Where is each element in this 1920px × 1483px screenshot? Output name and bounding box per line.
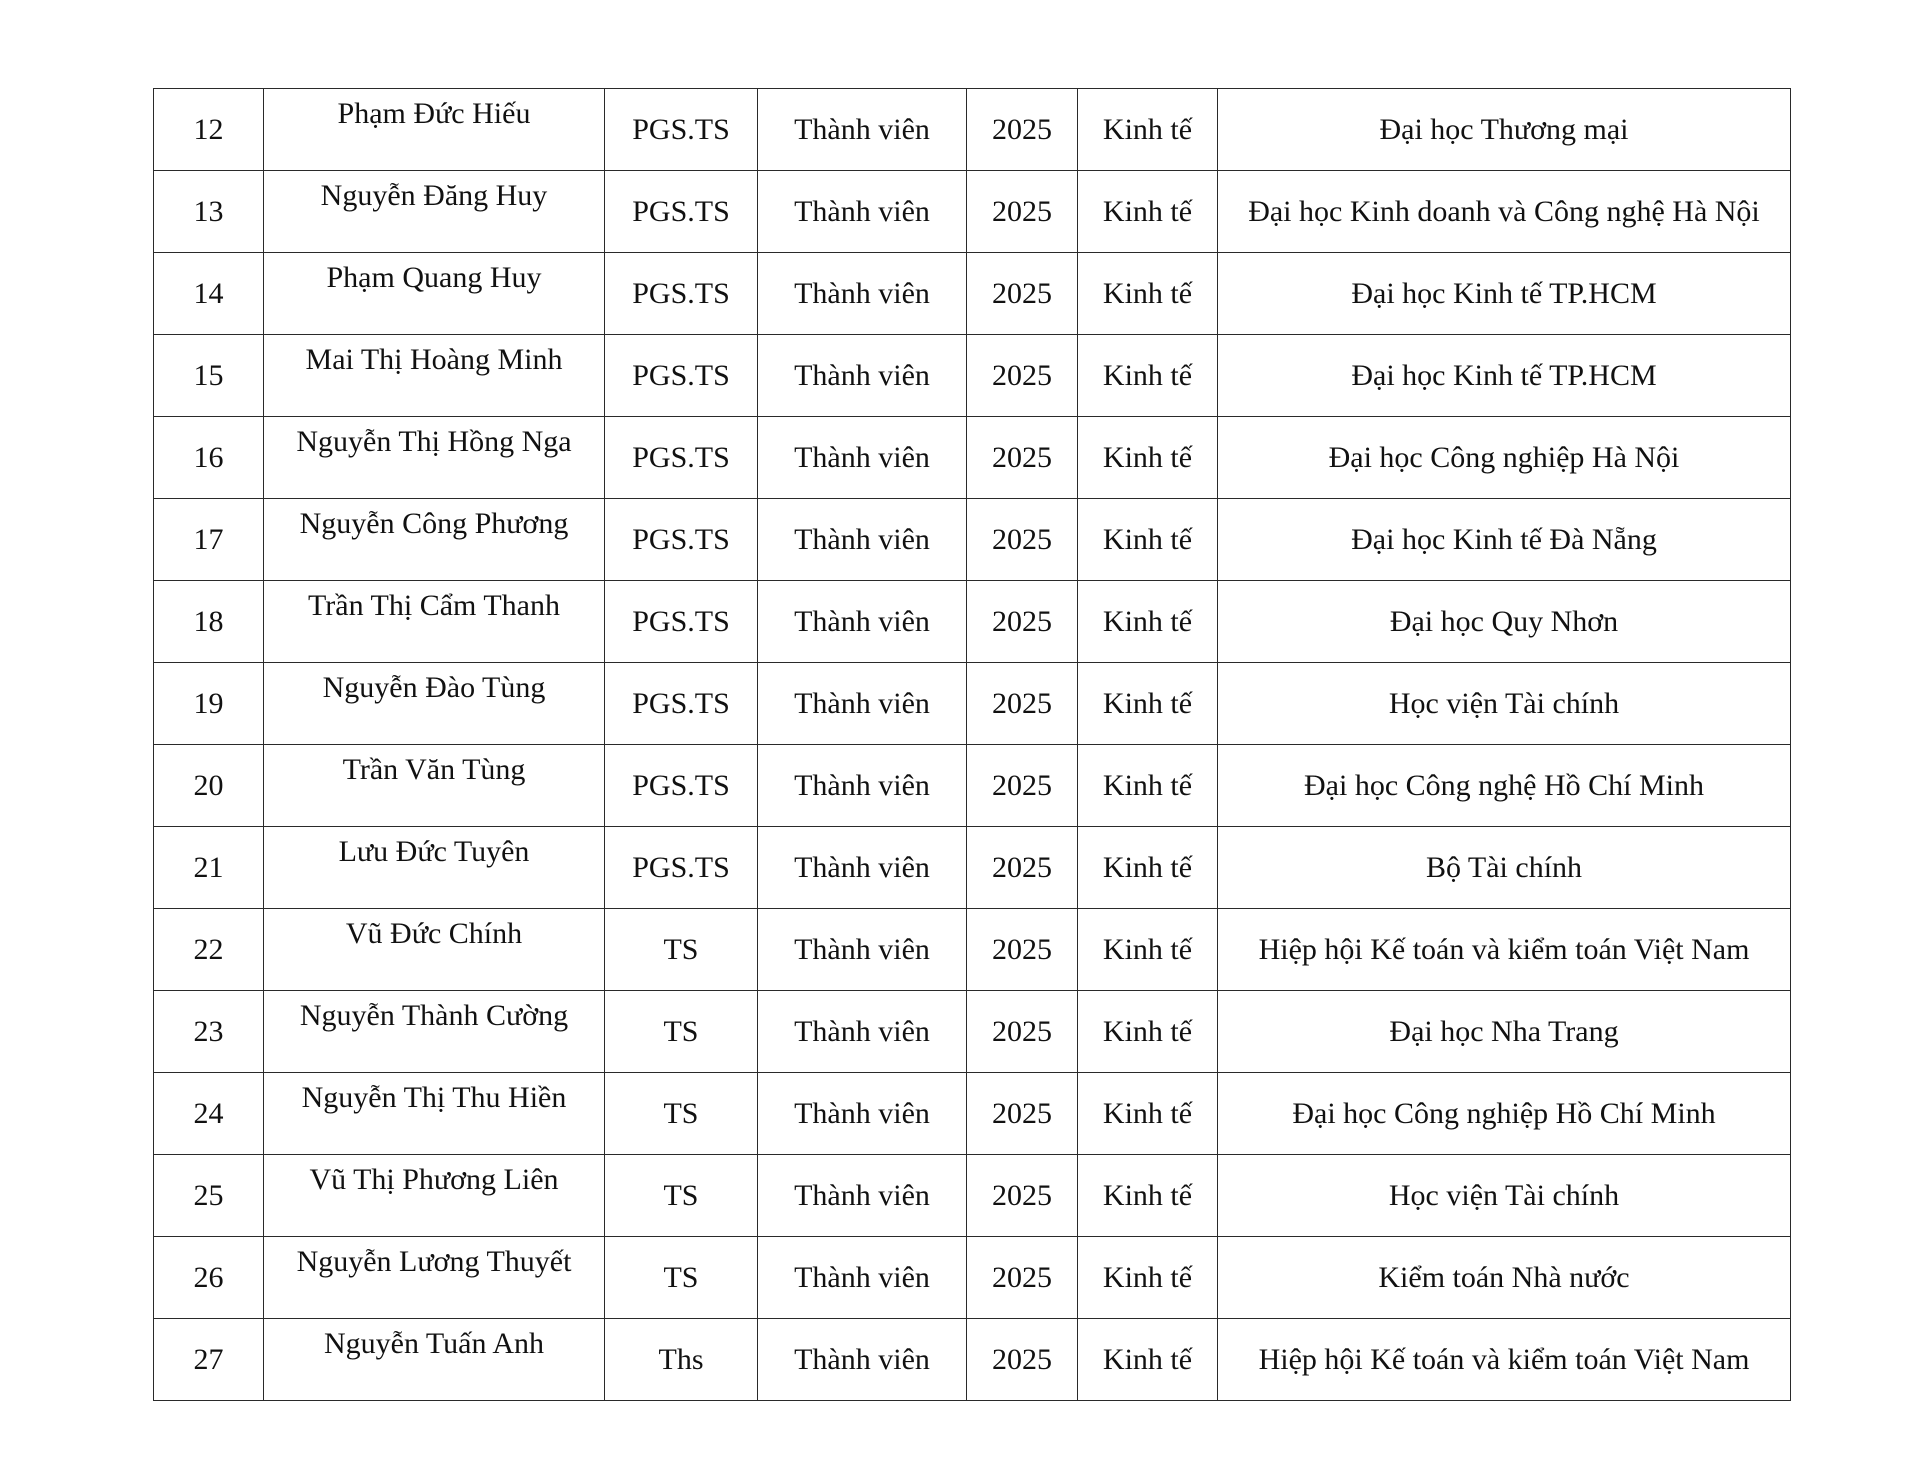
row-number-cell: 23 xyxy=(154,991,264,1073)
organization-cell: Đại học Công nghiệp Hà Nội xyxy=(1218,417,1791,499)
member-role-cell: Thành viên xyxy=(758,171,967,253)
field-cell: Kinh tế xyxy=(1078,663,1218,745)
organization-cell: Đại học Quy Nhơn xyxy=(1218,581,1791,663)
row-number-cell: 12 xyxy=(154,89,264,171)
organization-cell: Đại học Kinh tế Đà Nẵng xyxy=(1218,499,1791,581)
row-number-cell: 16 xyxy=(154,417,264,499)
table-row xyxy=(154,499,1791,581)
organization-cell: Hiệp hội Kế toán và kiểm toán Việt Nam xyxy=(1218,1319,1791,1401)
year-cell: 2025 xyxy=(967,253,1078,335)
academic-degree-cell: PGS.TS xyxy=(605,89,758,171)
academic-degree-cell: PGS.TS xyxy=(605,171,758,253)
member-role-cell: Thành viên xyxy=(758,335,967,417)
table-row xyxy=(154,335,1791,417)
year-cell: 2025 xyxy=(967,1319,1078,1401)
member-name-cell: Lưu Đức Tuyên xyxy=(264,827,605,909)
member-name-cell: Vũ Đức Chính xyxy=(264,909,605,991)
year-cell: 2025 xyxy=(967,1155,1078,1237)
table-row xyxy=(154,663,1791,745)
academic-degree-cell: Ths xyxy=(605,1319,758,1401)
member-role-cell: Thành viên xyxy=(758,827,967,909)
table-row xyxy=(154,827,1791,909)
member-role-cell: Thành viên xyxy=(758,417,967,499)
organization-cell: Học viện Tài chính xyxy=(1218,1155,1791,1237)
year-cell: 2025 xyxy=(967,663,1078,745)
academic-degree-cell: PGS.TS xyxy=(605,663,758,745)
field-cell: Kinh tế xyxy=(1078,1319,1218,1401)
member-table-body xyxy=(154,89,1791,1401)
member-name-cell: Phạm Đức Hiếu xyxy=(264,89,605,171)
row-number-cell: 26 xyxy=(154,1237,264,1319)
field-cell: Kinh tế xyxy=(1078,991,1218,1073)
field-cell: Kinh tế xyxy=(1078,745,1218,827)
organization-cell: Đại học Công nghiệp Hồ Chí Minh xyxy=(1218,1073,1791,1155)
member-role-cell: Thành viên xyxy=(758,991,967,1073)
member-name-cell: Trần Văn Tùng xyxy=(264,745,605,827)
row-number-cell: 19 xyxy=(154,663,264,745)
row-number-cell: 14 xyxy=(154,253,264,335)
field-cell: Kinh tế xyxy=(1078,89,1218,171)
organization-cell: Đại học Kinh doanh và Công nghệ Hà Nội xyxy=(1218,171,1791,253)
year-cell: 2025 xyxy=(967,745,1078,827)
academic-degree-cell: TS xyxy=(605,1073,758,1155)
table-row xyxy=(154,253,1791,335)
year-cell: 2025 xyxy=(967,827,1078,909)
member-name-cell: Nguyễn Lương Thuyết xyxy=(264,1237,605,1319)
year-cell: 2025 xyxy=(967,909,1078,991)
academic-degree-cell: PGS.TS xyxy=(605,417,758,499)
table-row xyxy=(154,1319,1791,1401)
table-row xyxy=(154,1237,1791,1319)
field-cell: Kinh tế xyxy=(1078,335,1218,417)
table-row xyxy=(154,1155,1791,1237)
academic-degree-cell: PGS.TS xyxy=(605,499,758,581)
member-role-cell: Thành viên xyxy=(758,909,967,991)
organization-cell: Đại học Thương mại xyxy=(1218,89,1791,171)
academic-degree-cell: PGS.TS xyxy=(605,745,758,827)
organization-cell: Đại học Kinh tế TP.HCM xyxy=(1218,253,1791,335)
organization-cell: Đại học Công nghệ Hồ Chí Minh xyxy=(1218,745,1791,827)
member-name-cell: Nguyễn Thị Thu Hiền xyxy=(264,1073,605,1155)
member-name-cell: Nguyễn Đào Tùng xyxy=(264,663,605,745)
member-role-cell: Thành viên xyxy=(758,581,967,663)
organization-cell: Hiệp hội Kế toán và kiểm toán Việt Nam xyxy=(1218,909,1791,991)
row-number-cell: 18 xyxy=(154,581,264,663)
member-name-cell: Phạm Quang Huy xyxy=(264,253,605,335)
academic-degree-cell: TS xyxy=(605,909,758,991)
field-cell: Kinh tế xyxy=(1078,1073,1218,1155)
organization-cell: Đại học Kinh tế TP.HCM xyxy=(1218,335,1791,417)
member-role-cell: Thành viên xyxy=(758,1155,967,1237)
academic-degree-cell: PGS.TS xyxy=(605,581,758,663)
year-cell: 2025 xyxy=(967,171,1078,253)
table-row xyxy=(154,909,1791,991)
field-cell: Kinh tế xyxy=(1078,171,1218,253)
year-cell: 2025 xyxy=(967,417,1078,499)
member-name-cell: Trần Thị Cẩm Thanh xyxy=(264,581,605,663)
member-role-cell: Thành viên xyxy=(758,1319,967,1401)
member-name-cell: Mai Thị Hoàng Minh xyxy=(264,335,605,417)
member-role-cell: Thành viên xyxy=(758,89,967,171)
organization-cell: Học viện Tài chính xyxy=(1218,663,1791,745)
field-cell: Kinh tế xyxy=(1078,1237,1218,1319)
row-number-cell: 27 xyxy=(154,1319,264,1401)
year-cell: 2025 xyxy=(967,1237,1078,1319)
member-role-cell: Thành viên xyxy=(758,1237,967,1319)
academic-degree-cell: TS xyxy=(605,1155,758,1237)
field-cell: Kinh tế xyxy=(1078,1155,1218,1237)
member-table xyxy=(153,88,1791,1401)
member-name-cell: Nguyễn Thành Cường xyxy=(264,991,605,1073)
field-cell: Kinh tế xyxy=(1078,417,1218,499)
row-number-cell: 17 xyxy=(154,499,264,581)
field-cell: Kinh tế xyxy=(1078,499,1218,581)
table-row xyxy=(154,581,1791,663)
member-name-cell: Nguyễn Đăng Huy xyxy=(264,171,605,253)
year-cell: 2025 xyxy=(967,89,1078,171)
row-number-cell: 24 xyxy=(154,1073,264,1155)
organization-cell: Kiểm toán Nhà nước xyxy=(1218,1237,1791,1319)
member-role-cell: Thành viên xyxy=(758,253,967,335)
field-cell: Kinh tế xyxy=(1078,581,1218,663)
member-role-cell: Thành viên xyxy=(758,499,967,581)
year-cell: 2025 xyxy=(967,1073,1078,1155)
table-row xyxy=(154,745,1791,827)
row-number-cell: 21 xyxy=(154,827,264,909)
year-cell: 2025 xyxy=(967,991,1078,1073)
member-role-cell: Thành viên xyxy=(758,1073,967,1155)
organization-cell: Đại học Nha Trang xyxy=(1218,991,1791,1073)
table-row xyxy=(154,1073,1791,1155)
year-cell: 2025 xyxy=(967,581,1078,663)
table-row xyxy=(154,417,1791,499)
row-number-cell: 13 xyxy=(154,171,264,253)
table-row xyxy=(154,171,1791,253)
year-cell: 2025 xyxy=(967,335,1078,417)
field-cell: Kinh tế xyxy=(1078,909,1218,991)
organization-cell: Bộ Tài chính xyxy=(1218,827,1791,909)
field-cell: Kinh tế xyxy=(1078,827,1218,909)
row-number-cell: 15 xyxy=(154,335,264,417)
row-number-cell: 25 xyxy=(154,1155,264,1237)
academic-degree-cell: TS xyxy=(605,991,758,1073)
member-name-cell: Nguyễn Công Phương xyxy=(264,499,605,581)
table-row xyxy=(154,89,1791,171)
academic-degree-cell: PGS.TS xyxy=(605,827,758,909)
row-number-cell: 20 xyxy=(154,745,264,827)
member-name-cell: Nguyễn Tuấn Anh xyxy=(264,1319,605,1401)
field-cell: Kinh tế xyxy=(1078,253,1218,335)
academic-degree-cell: PGS.TS xyxy=(605,335,758,417)
table-row xyxy=(154,991,1791,1073)
member-role-cell: Thành viên xyxy=(758,745,967,827)
member-name-cell: Vũ Thị Phương Liên xyxy=(264,1155,605,1237)
member-role-cell: Thành viên xyxy=(758,663,967,745)
row-number-cell: 22 xyxy=(154,909,264,991)
academic-degree-cell: PGS.TS xyxy=(605,253,758,335)
year-cell: 2025 xyxy=(967,499,1078,581)
academic-degree-cell: TS xyxy=(605,1237,758,1319)
member-name-cell: Nguyễn Thị Hồng Nga xyxy=(264,417,605,499)
